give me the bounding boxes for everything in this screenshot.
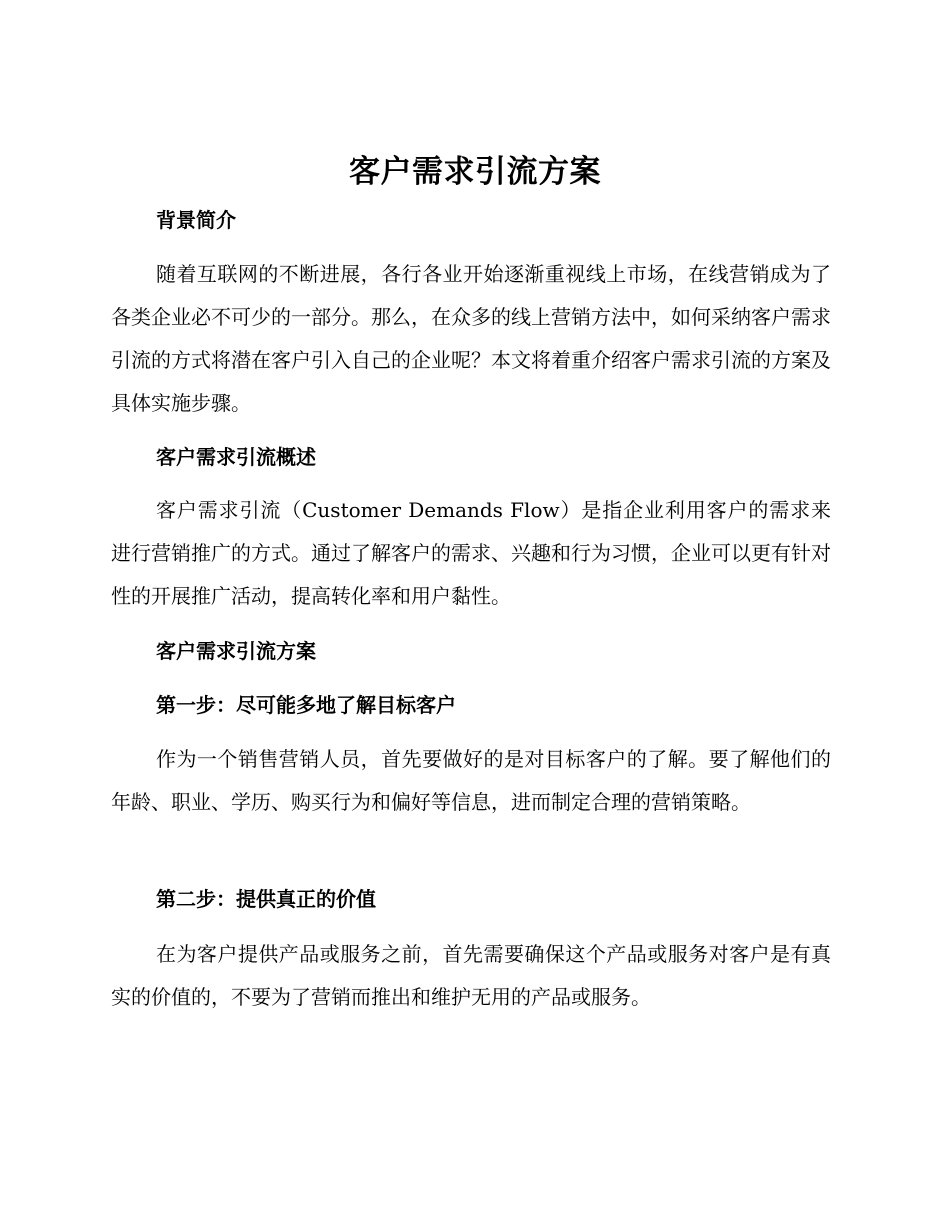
section-heading-step-one: 第一步：尽可能多地了解目标客户 [156,693,456,717]
section-paragraph-background: 随着互联网的不断进展，各行各业开始逐渐重视线上市场，在线营销成为了各类企业必不可少的一部分。那么，在众多的线上营销方法中，如何采纳客户需求引流的方式将潜在客户引入自己的企业呢？本文将着重介绍客户需求引流的方案及具体实施步骤。 [111,262,831,415]
section-paragraph-step-two: 在为客户提供产品或服务之前，首先需要确保这个产品或服务对客户是有真实的价值的，不要为了营销而推出和维护无用的产品或服务。 [111,942,831,1009]
section-heading-step-two: 第二步：提供真正的价值 [156,887,376,911]
section-heading-plan: 客户需求引流方案 [156,639,316,663]
section-paragraph-step-one: 作为一个销售营销人员，首先要做好的是对目标客户的了解。要了解他们的年龄、职业、学历、购买行为和偏好等信息，进而制定合理的营销策略。 [111,747,831,814]
section-paragraph-overview: 客户需求引流（Customer Demands Flow）是指企业利用客户的需求来进行营销推广的方式。通过了解客户的需求、兴趣和行为习惯，企业可以更有针对性的开展推广活动，提高转化率和用户黏性。 [111,498,831,608]
document-title: 客户需求引流方案 [349,154,601,190]
section-heading-background: 背景简介 [156,208,236,232]
section-heading-overview: 客户需求引流概述 [156,445,316,469]
